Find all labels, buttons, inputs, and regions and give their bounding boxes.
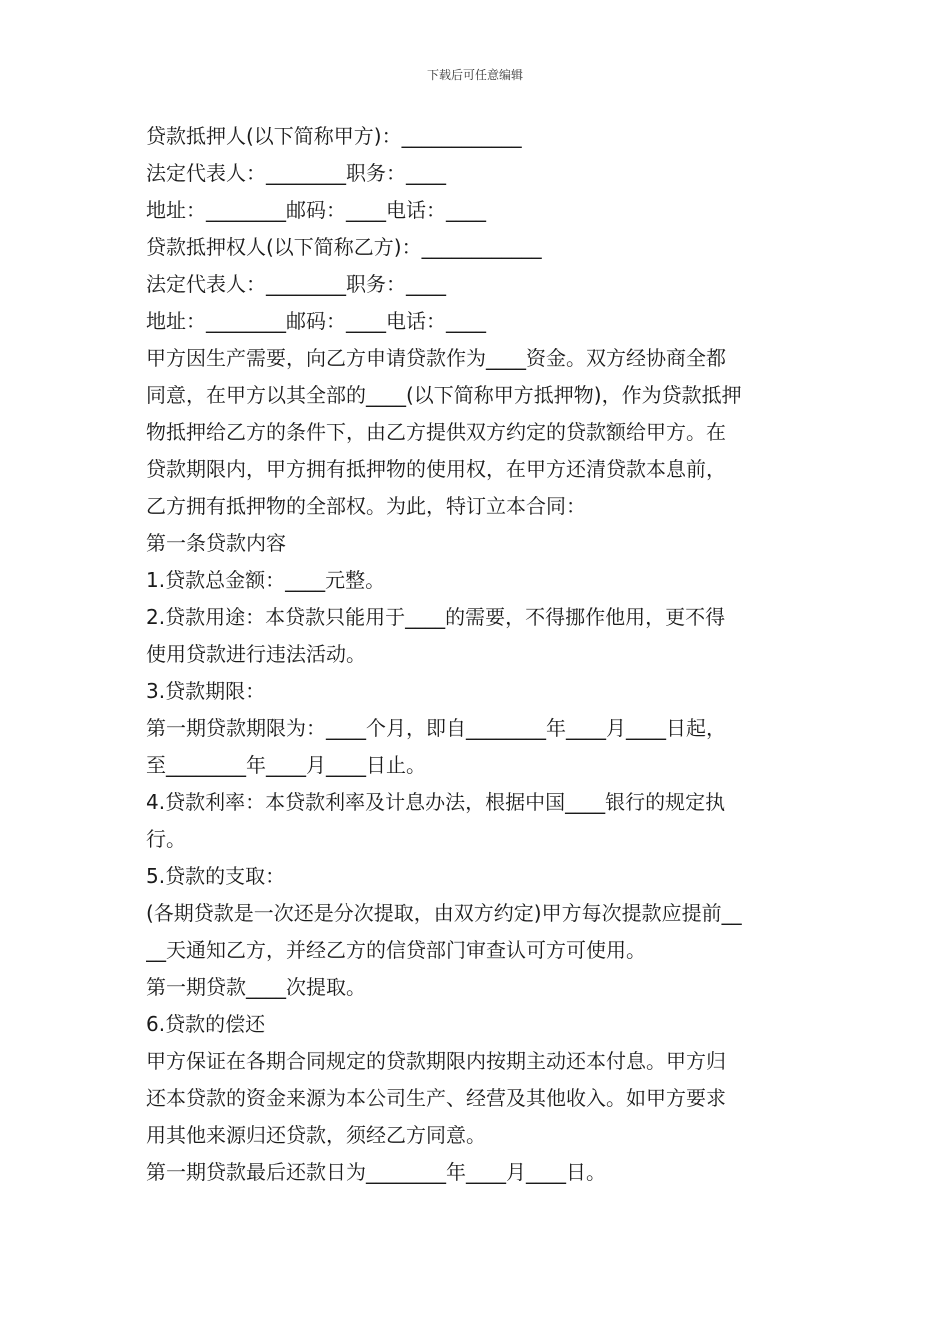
text-line: 第一期贷款____次提取。	[146, 975, 366, 999]
text-line: 贷款抵押人(以下简称甲方)：____________	[146, 124, 522, 148]
text-line: 3.贷款期限：	[146, 679, 266, 703]
text-line: 甲方因生产需要，向乙方申请贷款作为____资金。双方经协商全都	[146, 346, 726, 370]
text-line: 物抵押给乙方的条件下，由乙方提供双方约定的贷款额给甲方。在	[146, 420, 726, 444]
text-line: __天通知乙方，并经乙方的信贷部门审查认可方可使用。	[146, 938, 646, 962]
text-line: 还本贷款的资金来源为本公司生产、经营及其他收入。如甲方要求	[146, 1086, 726, 1110]
text-line: 贷款抵押权人(以下简称乙方)：____________	[146, 235, 542, 259]
text-line: 5.贷款的支取：	[146, 864, 286, 888]
text-line: 行。	[146, 827, 186, 851]
text-line: 法定代表人：________职务：____	[146, 161, 446, 185]
text-line: 至________年____月____日止。	[146, 753, 426, 777]
text-line: 甲方保证在各期合同规定的贷款期限内按期主动还本付息。甲方归	[146, 1049, 726, 1073]
text-line: 第一期贷款期限为：____个月，即自________年____月____日起，	[146, 716, 726, 740]
text-line: 贷款期限内，甲方拥有抵押物的使用权，在甲方还清贷款本息前，	[146, 457, 726, 481]
text-line: 乙方拥有抵押物的全部权。为此，特订立本合同：	[146, 494, 586, 518]
text-line: 4.贷款利率：本贷款利率及计息办法，根据中国____银行的规定执	[146, 790, 726, 814]
text-line: 第一期贷款最后还款日为________年____月____日。	[146, 1160, 606, 1184]
text-line: 同意，在甲方以其全部的____(以下简称甲方抵押物)，作为贷款抵押	[146, 383, 742, 407]
text-line: 地址：________邮码：____电话：____	[146, 309, 486, 333]
text-line: 2.贷款用途：本贷款只能用于____的需要，不得挪作他用，更不得	[146, 605, 726, 629]
text-line: 1.贷款总金额：____元整。	[146, 568, 386, 592]
text-line: 地址：________邮码：____电话：____	[146, 198, 486, 222]
section-heading: 第一条贷款内容	[146, 531, 286, 555]
text-line: (各期贷款是一次还是分次提取，由双方约定)甲方每次提款应提前__	[146, 901, 742, 925]
document-body	[146, 118, 808, 1191]
page-header: 下载后可任意编辑	[426, 68, 523, 82]
text-line: 使用贷款进行违法活动。	[146, 642, 366, 666]
text-line: 用其他来源归还贷款，须经乙方同意。	[146, 1123, 486, 1147]
text-line: 法定代表人：________职务：____	[146, 272, 446, 296]
text-line: 6.贷款的偿还	[146, 1012, 266, 1036]
